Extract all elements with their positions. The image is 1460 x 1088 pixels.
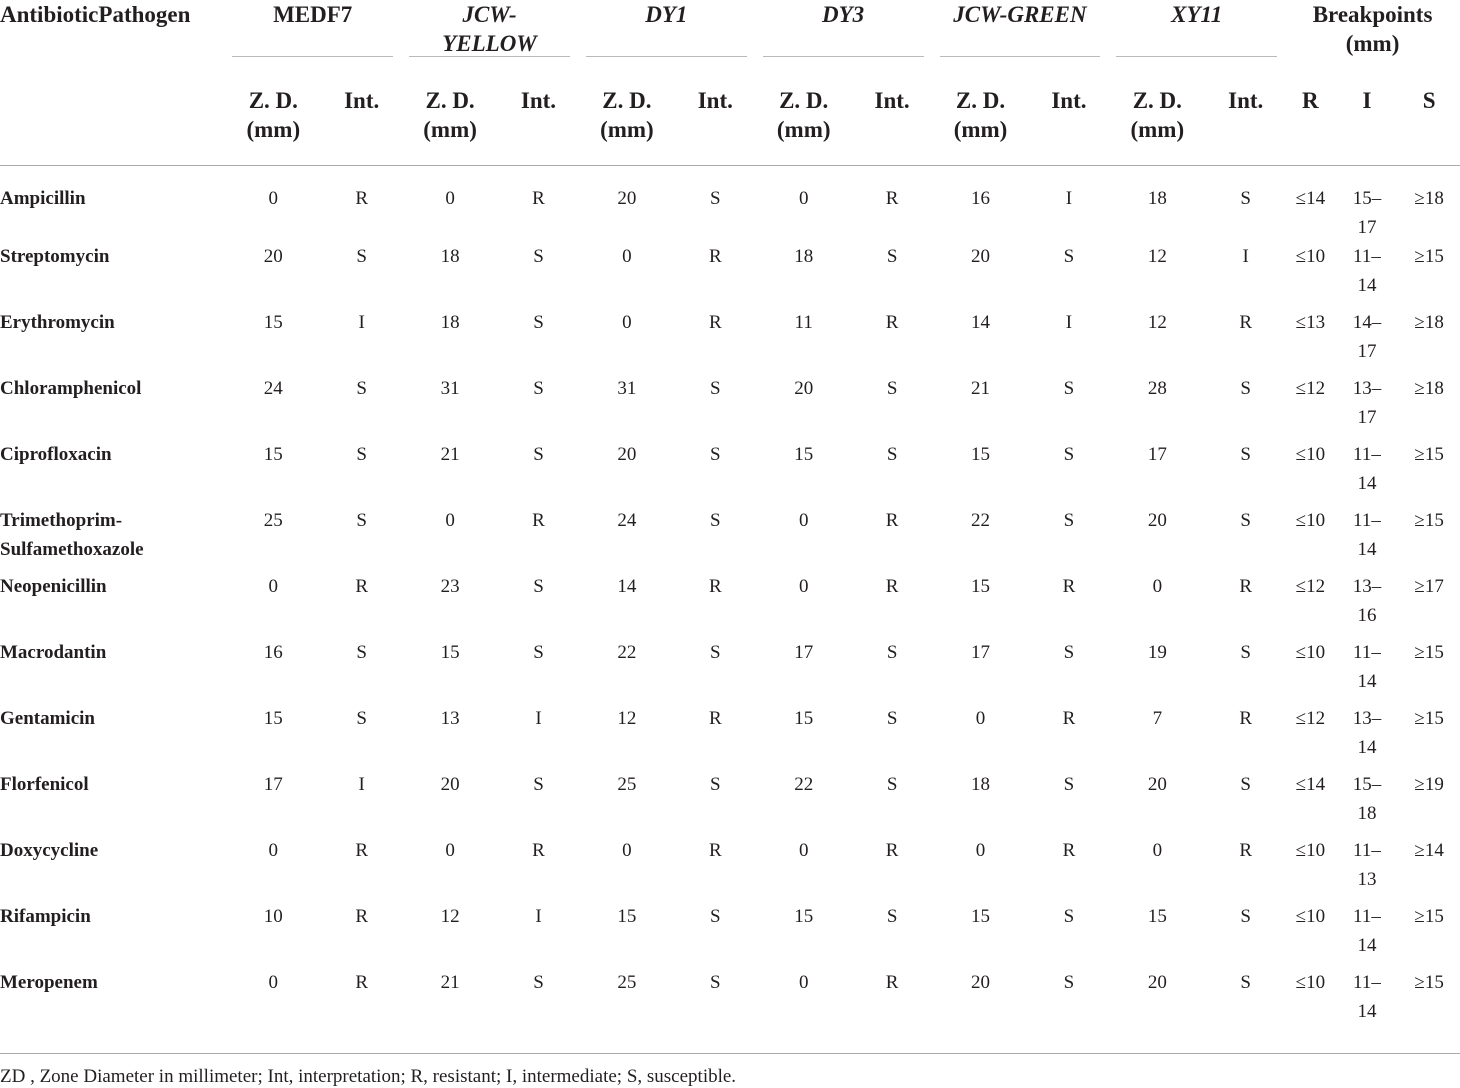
interpretation-cell: R bbox=[532, 188, 545, 209]
zone-diameter-cell: 14 bbox=[971, 312, 991, 333]
interpretation-cell: S bbox=[1240, 774, 1251, 795]
zd-subheader: Z. D. (mm) bbox=[578, 68, 676, 166]
interpretation-cell: R bbox=[1239, 840, 1253, 861]
breakpoint-s-cell: ≥18 bbox=[1414, 378, 1444, 399]
table-row bbox=[0, 374, 1460, 440]
interpretation-cell: R bbox=[1239, 312, 1253, 333]
interpretation-cell: R bbox=[355, 576, 369, 597]
zone-diameter-cell: 17 bbox=[263, 774, 283, 795]
strain-name: JCW- YELLOW bbox=[442, 2, 537, 56]
interpretation-cell: S bbox=[533, 312, 544, 333]
interpretation-cell: R bbox=[1062, 840, 1076, 861]
zone-diameter-cell: 20 bbox=[971, 972, 991, 993]
breakpoint-s-cell: ≥15 bbox=[1414, 444, 1444, 465]
zone-diameter-cell: 20 bbox=[1147, 510, 1167, 531]
zone-diameter-cell: 15 bbox=[794, 906, 814, 927]
antibiotic-name: Trimethoprim- Sulfamethoxazole bbox=[0, 510, 144, 560]
zone-diameter-cell: 0 bbox=[445, 840, 455, 861]
zone-diameter-cell: 0 bbox=[268, 188, 279, 209]
interpretation-cell: S bbox=[1240, 188, 1251, 209]
breakpoints-label: Breakpoints (mm) bbox=[1312, 2, 1433, 56]
zone-diameter-cell: 25 bbox=[617, 972, 637, 993]
zone-diameter-cell: 20 bbox=[440, 774, 460, 795]
breakpoint-r-cell: ≤13 bbox=[1295, 312, 1326, 333]
breakpoint-s-cell: ≥15 bbox=[1414, 906, 1444, 927]
breakpoint-i-cell: 14– 17 bbox=[1352, 312, 1382, 362]
zone-diameter-cell: 19 bbox=[1147, 642, 1167, 663]
zone-diameter-cell: 24 bbox=[263, 378, 283, 399]
table-row bbox=[0, 242, 1460, 308]
breakpoint-i-cell: 11– 14 bbox=[1353, 642, 1381, 692]
interpretation-cell: S bbox=[1240, 906, 1251, 927]
zone-diameter-cell: 20 bbox=[1147, 972, 1167, 993]
table-row bbox=[0, 968, 1460, 1034]
antibiotic-name: Ciprofloxacin bbox=[0, 444, 112, 465]
interpretation-cell: S bbox=[1240, 378, 1251, 399]
breakpoint-s-cell: ≥14 bbox=[1414, 840, 1444, 861]
zone-diameter-cell: 20 bbox=[617, 188, 637, 209]
int-subheader: Int. bbox=[499, 68, 578, 166]
interpretation-cell: R bbox=[885, 188, 899, 209]
interpretation-cell: R bbox=[1062, 708, 1076, 729]
interpretation-cell: S bbox=[1063, 246, 1075, 267]
antibiotic-name: Gentamicin bbox=[0, 708, 95, 729]
interpretation-cell: S bbox=[356, 510, 367, 531]
antibiotic-name: Macrodantin bbox=[0, 642, 107, 663]
antibiotic-name: Streptomycin bbox=[0, 246, 110, 267]
interpretation-cell: R bbox=[708, 246, 722, 267]
interpretation-cell: S bbox=[1063, 972, 1075, 993]
interpretation-cell: R bbox=[1239, 708, 1253, 729]
interpretation-cell: S bbox=[710, 510, 721, 531]
zone-diameter-cell: 15 bbox=[263, 312, 283, 333]
subheader-row bbox=[0, 68, 1460, 166]
zone-diameter-cell: 16 bbox=[263, 642, 283, 663]
zone-diameter-cell: 25 bbox=[617, 774, 637, 795]
table-row bbox=[0, 638, 1460, 704]
strain-name: DY3 bbox=[822, 2, 865, 27]
interpretation-cell: S bbox=[1063, 906, 1075, 927]
zd-subheader: Z. D. (mm) bbox=[224, 68, 322, 166]
interpretation-cell: R bbox=[532, 840, 545, 861]
interpretation-cell: S bbox=[886, 774, 898, 795]
interpretation-cell: I bbox=[1065, 312, 1073, 333]
bp-r-subheader: R bbox=[1285, 68, 1336, 166]
zone-diameter-cell: 0 bbox=[268, 840, 279, 861]
breakpoint-i-cell: 13– 16 bbox=[1352, 576, 1382, 626]
interpretation-cell: R bbox=[885, 510, 899, 531]
empty-subheader bbox=[0, 68, 224, 166]
int-subheader: Int. bbox=[1206, 68, 1285, 166]
breakpoint-s-cell: ≥15 bbox=[1414, 246, 1444, 267]
interpretation-cell: R bbox=[1062, 576, 1076, 597]
zone-diameter-cell: 17 bbox=[1147, 444, 1167, 465]
zone-diameter-cell: 0 bbox=[445, 510, 455, 531]
zone-diameter-cell: 15 bbox=[794, 708, 814, 729]
table-row bbox=[0, 308, 1460, 374]
breakpoint-r-cell: ≤14 bbox=[1295, 188, 1326, 209]
zone-diameter-cell: 16 bbox=[971, 188, 991, 209]
interpretation-cell: R bbox=[532, 510, 545, 531]
breakpoint-i-cell: 11– 14 bbox=[1353, 510, 1381, 560]
interpretation-cell: I bbox=[535, 708, 542, 729]
breakpoint-r-cell: ≤10 bbox=[1295, 642, 1326, 663]
zone-diameter-cell: 15 bbox=[263, 708, 283, 729]
interpretation-cell: I bbox=[1242, 246, 1249, 267]
group-underline bbox=[940, 56, 1101, 57]
zone-diameter-cell: 0 bbox=[798, 972, 809, 993]
int-subheader: Int. bbox=[853, 68, 932, 166]
breakpoint-r-cell: ≤10 bbox=[1295, 906, 1326, 927]
zone-diameter-cell: 18 bbox=[794, 246, 814, 267]
zone-diameter-cell: 15 bbox=[263, 444, 283, 465]
breakpoint-r-cell: ≤10 bbox=[1295, 840, 1326, 861]
zone-diameter-cell: 0 bbox=[975, 840, 986, 861]
table-footnote: ZD , Zone Diameter in millimeter; Int, interpretation; R, resistant; I, intermediate; S, susceptible. bbox=[0, 1066, 737, 1087]
zone-diameter-cell: 0 bbox=[975, 708, 986, 729]
interpretation-cell: R bbox=[1239, 576, 1253, 597]
breakpoint-s-cell: ≥18 bbox=[1414, 188, 1444, 209]
interpretation-cell: R bbox=[355, 906, 369, 927]
interpretation-cell: R bbox=[708, 312, 722, 333]
group-underline bbox=[1116, 56, 1277, 57]
zone-diameter-cell: 12 bbox=[617, 708, 637, 729]
strain-name: MEDF7 bbox=[273, 2, 353, 27]
zone-diameter-cell: 20 bbox=[263, 246, 283, 267]
zone-diameter-cell: 11 bbox=[794, 312, 813, 333]
strain-header bbox=[401, 0, 578, 68]
interpretation-cell: S bbox=[710, 188, 721, 209]
zone-diameter-cell: 0 bbox=[1152, 840, 1163, 861]
zone-diameter-cell: 0 bbox=[622, 840, 632, 861]
interpretation-cell: R bbox=[885, 972, 899, 993]
table-row bbox=[0, 704, 1460, 770]
zone-diameter-cell: 0 bbox=[798, 576, 809, 597]
breakpoint-s-cell: ≥17 bbox=[1414, 576, 1444, 597]
antibiotic-name: Neopenicillin bbox=[0, 576, 107, 597]
interpretation-cell: S bbox=[533, 576, 544, 597]
interpretation-cell: R bbox=[708, 576, 722, 597]
interpretation-cell: S bbox=[886, 378, 898, 399]
antibiotic-name: Florfenicol bbox=[0, 774, 89, 795]
breakpoint-r-cell: ≤10 bbox=[1295, 972, 1326, 993]
zone-diameter-cell: 0 bbox=[622, 246, 632, 267]
zd-subheader: Z. D. (mm) bbox=[932, 68, 1030, 166]
breakpoint-s-cell: ≥15 bbox=[1414, 510, 1444, 531]
breakpoint-r-cell: ≤10 bbox=[1295, 246, 1326, 267]
table-body bbox=[0, 166, 1460, 1035]
zone-diameter-cell: 0 bbox=[798, 840, 809, 861]
zone-diameter-cell: 22 bbox=[617, 642, 637, 663]
interpretation-cell: S bbox=[356, 642, 367, 663]
interpretation-cell: S bbox=[1063, 444, 1075, 465]
zone-diameter-cell: 18 bbox=[440, 246, 460, 267]
zone-diameter-cell: 13 bbox=[440, 708, 460, 729]
interpretation-cell: S bbox=[886, 246, 898, 267]
strain-name: DY1 bbox=[645, 2, 688, 27]
zone-diameter-cell: 0 bbox=[268, 576, 279, 597]
interpretation-cell: S bbox=[1240, 972, 1251, 993]
zone-diameter-cell: 22 bbox=[794, 774, 814, 795]
antibiotic-name: Chloramphenicol bbox=[0, 378, 142, 399]
table-row bbox=[0, 440, 1460, 506]
antibiotic-name: Erythromycin bbox=[0, 312, 115, 333]
interpretation-cell: S bbox=[710, 774, 721, 795]
int-subheader: Int. bbox=[322, 68, 401, 166]
group-underline bbox=[586, 56, 747, 57]
strain-header bbox=[755, 0, 932, 68]
corner-header: AntibioticPathogen bbox=[0, 2, 191, 27]
breakpoint-i-cell: 11– 14 bbox=[1353, 444, 1381, 494]
breakpoint-r-cell: ≤12 bbox=[1295, 708, 1326, 729]
interpretation-cell: S bbox=[886, 708, 898, 729]
antibiotic-name: Doxycycline bbox=[0, 840, 99, 861]
breakpoint-r-cell: ≤14 bbox=[1295, 774, 1326, 795]
interpretation-cell: S bbox=[886, 444, 898, 465]
zone-diameter-cell: 18 bbox=[971, 774, 991, 795]
zone-diameter-cell: 7 bbox=[1152, 708, 1163, 729]
antibiotic-name: Ampicillin bbox=[0, 188, 86, 209]
strain-header bbox=[932, 0, 1109, 68]
interpretation-cell: S bbox=[1063, 378, 1075, 399]
table-row bbox=[0, 902, 1460, 968]
breakpoint-i-cell: 15– 18 bbox=[1352, 774, 1382, 824]
interpretation-cell: S bbox=[886, 906, 898, 927]
strain-header bbox=[578, 0, 755, 68]
interpretation-cell: R bbox=[885, 312, 899, 333]
interpretation-cell: R bbox=[355, 972, 369, 993]
zone-diameter-cell: 20 bbox=[794, 378, 814, 399]
zone-diameter-cell: 22 bbox=[971, 510, 991, 531]
breakpoint-r-cell: ≤12 bbox=[1295, 576, 1326, 597]
zone-diameter-cell: 20 bbox=[1147, 774, 1167, 795]
interpretation-cell: S bbox=[710, 972, 721, 993]
zone-diameter-cell: 25 bbox=[263, 510, 283, 531]
zone-diameter-cell: 0 bbox=[268, 972, 279, 993]
zone-diameter-cell: 24 bbox=[617, 510, 637, 531]
group-underline bbox=[232, 56, 393, 57]
interpretation-cell: R bbox=[708, 708, 722, 729]
table-row bbox=[0, 836, 1460, 902]
interpretation-cell: S bbox=[356, 708, 367, 729]
zone-diameter-cell: 21 bbox=[440, 444, 460, 465]
interpretation-cell: S bbox=[1240, 510, 1251, 531]
breakpoint-s-cell: ≥15 bbox=[1414, 708, 1444, 729]
interpretation-cell: S bbox=[710, 906, 721, 927]
interpretation-cell: S bbox=[533, 774, 544, 795]
strain-header bbox=[224, 0, 401, 68]
breakpoints-header bbox=[1285, 0, 1460, 68]
table-row bbox=[0, 506, 1460, 572]
zone-diameter-cell: 31 bbox=[617, 378, 637, 399]
zone-diameter-cell: 28 bbox=[1147, 378, 1167, 399]
strain-header-row bbox=[0, 0, 1460, 68]
zone-diameter-cell: 0 bbox=[798, 188, 809, 209]
bp-i-subheader: I bbox=[1336, 68, 1399, 166]
interpretation-cell: I bbox=[1065, 188, 1073, 209]
breakpoint-i-cell: 15– 17 bbox=[1352, 188, 1382, 238]
zone-diameter-cell: 15 bbox=[971, 576, 991, 597]
interpretation-cell: S bbox=[1063, 510, 1075, 531]
breakpoint-r-cell: ≤10 bbox=[1295, 510, 1326, 531]
zd-subheader: Z. D. (mm) bbox=[401, 68, 499, 166]
zone-diameter-cell: 18 bbox=[1147, 188, 1167, 209]
breakpoint-s-cell: ≥15 bbox=[1414, 642, 1444, 663]
zone-diameter-cell: 12 bbox=[1147, 246, 1167, 267]
zone-diameter-cell: 12 bbox=[440, 906, 460, 927]
zone-diameter-cell: 21 bbox=[440, 972, 460, 993]
zone-diameter-cell: 15 bbox=[794, 444, 814, 465]
breakpoint-r-cell: ≤12 bbox=[1295, 378, 1326, 399]
zone-diameter-cell: 17 bbox=[794, 642, 814, 663]
interpretation-cell: S bbox=[1063, 642, 1075, 663]
interpretation-cell: S bbox=[710, 642, 721, 663]
table-row bbox=[0, 770, 1460, 836]
interpretation-cell: S bbox=[710, 378, 721, 399]
zone-diameter-cell: 10 bbox=[263, 906, 283, 927]
zone-diameter-cell: 21 bbox=[971, 378, 991, 399]
interpretation-cell: S bbox=[710, 444, 721, 465]
interpretation-cell: I bbox=[358, 774, 365, 795]
zone-diameter-cell: 31 bbox=[440, 378, 460, 399]
interpretation-cell: I bbox=[358, 312, 365, 333]
interpretation-cell: S bbox=[533, 246, 544, 267]
antibiotic-name: Meropenem bbox=[0, 972, 98, 993]
interpretation-cell: S bbox=[886, 642, 898, 663]
breakpoint-i-cell: 11– 14 bbox=[1353, 246, 1381, 296]
zone-diameter-cell: 15 bbox=[617, 906, 637, 927]
group-underline bbox=[763, 56, 924, 57]
zone-diameter-cell: 0 bbox=[1152, 576, 1163, 597]
zone-diameter-cell: 0 bbox=[622, 312, 632, 333]
zone-diameter-cell: 15 bbox=[971, 444, 991, 465]
interpretation-cell: S bbox=[533, 642, 544, 663]
table-row bbox=[0, 572, 1460, 638]
interpretation-cell: S bbox=[533, 972, 544, 993]
interpretation-cell: S bbox=[533, 444, 544, 465]
zone-diameter-cell: 20 bbox=[971, 246, 991, 267]
zone-diameter-cell: 0 bbox=[445, 188, 455, 209]
int-subheader: Int. bbox=[1030, 68, 1109, 166]
int-subheader: Int. bbox=[676, 68, 755, 166]
strain-name: JCW-GREEN bbox=[953, 2, 1087, 27]
zone-diameter-cell: 14 bbox=[617, 576, 637, 597]
zd-subheader: Z. D. (mm) bbox=[755, 68, 853, 166]
interpretation-cell: R bbox=[355, 840, 369, 861]
breakpoint-i-cell: 13– 14 bbox=[1352, 708, 1382, 758]
zone-diameter-cell: 15 bbox=[1147, 906, 1167, 927]
interpretation-cell: S bbox=[1240, 642, 1251, 663]
breakpoint-s-cell: ≥18 bbox=[1414, 312, 1444, 333]
breakpoint-s-cell: ≥19 bbox=[1414, 774, 1444, 795]
antibiotic-name: Rifampicin bbox=[0, 906, 91, 927]
strain-header bbox=[1108, 0, 1285, 68]
zone-diameter-cell: 18 bbox=[440, 312, 460, 333]
zone-diameter-cell: 20 bbox=[617, 444, 637, 465]
interpretation-cell: R bbox=[885, 840, 899, 861]
zone-diameter-cell: 12 bbox=[1147, 312, 1167, 333]
interpretation-cell: R bbox=[355, 188, 369, 209]
interpretation-cell: S bbox=[356, 378, 367, 399]
interpretation-cell: R bbox=[885, 576, 899, 597]
zone-diameter-cell: 15 bbox=[971, 906, 991, 927]
breakpoint-i-cell: 13– 17 bbox=[1352, 378, 1382, 428]
zone-diameter-cell: 23 bbox=[440, 576, 460, 597]
zone-diameter-cell: 15 bbox=[440, 642, 460, 663]
interpretation-cell: S bbox=[356, 246, 367, 267]
strain-name: XY11 bbox=[1171, 2, 1223, 27]
breakpoint-r-cell: ≤10 bbox=[1295, 444, 1326, 465]
interpretation-cell: S bbox=[533, 378, 544, 399]
interpretation-cell: S bbox=[356, 444, 367, 465]
table-row bbox=[0, 166, 1460, 243]
breakpoint-i-cell: 11– 14 bbox=[1353, 906, 1381, 956]
interpretation-cell: R bbox=[708, 840, 722, 861]
zone-diameter-cell: 17 bbox=[971, 642, 991, 663]
zone-diameter-cell: 0 bbox=[798, 510, 809, 531]
interpretation-cell: S bbox=[1240, 444, 1251, 465]
interpretation-cell: S bbox=[1063, 774, 1075, 795]
bp-s-subheader: S bbox=[1398, 68, 1460, 166]
zd-subheader: Z. D. (mm) bbox=[1108, 68, 1206, 166]
breakpoint-s-cell: ≥15 bbox=[1414, 972, 1444, 993]
breakpoint-i-cell: 11– 14 bbox=[1353, 972, 1381, 1022]
breakpoint-i-cell: 11– 13 bbox=[1353, 840, 1381, 890]
footnote-divider bbox=[0, 1053, 1460, 1054]
interpretation-cell: I bbox=[535, 906, 542, 927]
